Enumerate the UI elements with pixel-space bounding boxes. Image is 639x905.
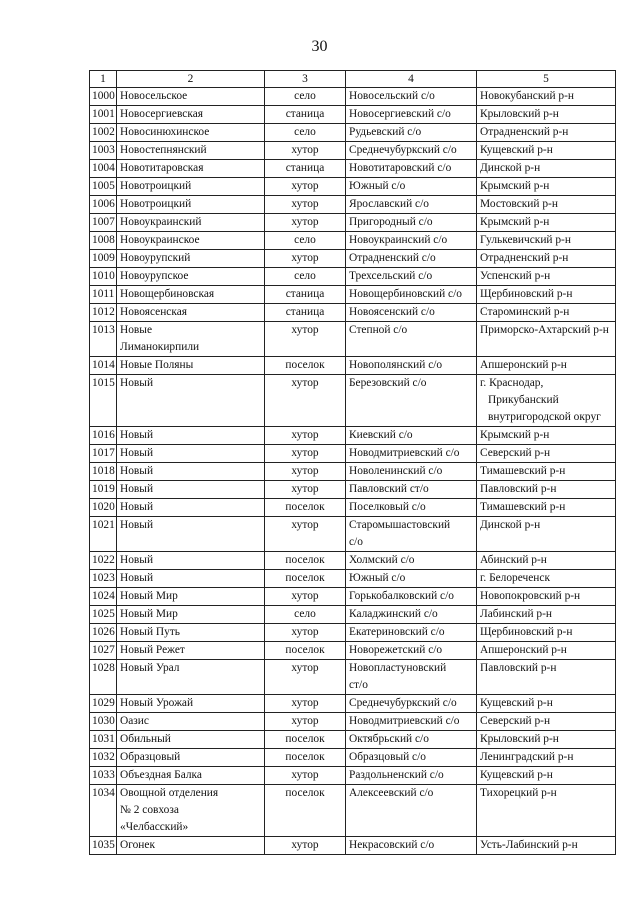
council-name: Старомышастовский с/о	[346, 517, 477, 552]
district-name: Кущевский р-н	[477, 142, 616, 160]
district-name: Абинский р-н	[477, 552, 616, 570]
settlement-type: хутор	[265, 713, 346, 731]
settlement-name: Новоукраинское	[117, 232, 265, 250]
settlement-name: Новосинюхинское	[117, 124, 265, 142]
council-name: Среднечубуркский с/о	[346, 142, 477, 160]
settlement-type: хутор	[265, 481, 346, 499]
council-name: Новощербиновский с/о	[346, 286, 477, 304]
council-name: Некрасовский с/о	[346, 837, 477, 855]
table-row	[90, 463, 616, 481]
row-number: 1034	[90, 785, 117, 837]
table-row	[90, 322, 616, 357]
table-row	[90, 124, 616, 142]
settlement-type: поселок	[265, 731, 346, 749]
council-name: Новоленинский с/о	[346, 463, 477, 481]
council-name: Алексеевский с/о	[346, 785, 477, 837]
district-name: Мостовский р-н	[477, 196, 616, 214]
row-number: 1006	[90, 196, 117, 214]
row-number: 1032	[90, 749, 117, 767]
table-row	[90, 178, 616, 196]
council-name: Отрадненский с/о	[346, 250, 477, 268]
table-row	[90, 499, 616, 517]
council-name: Новорежетский с/о	[346, 642, 477, 660]
settlement-name: Новый	[117, 552, 265, 570]
settlement-name: Новоукраинский	[117, 214, 265, 232]
column-header-1: 1	[90, 71, 117, 88]
table-row	[90, 160, 616, 178]
table-row	[90, 660, 616, 695]
table-row	[90, 749, 616, 767]
row-number: 1028	[90, 660, 117, 695]
district-name: Крыловский р-н	[477, 731, 616, 749]
settlement-type: хутор	[265, 517, 346, 552]
settlement-name: Образцовый	[117, 749, 265, 767]
council-name: Новоясенский с/о	[346, 304, 477, 322]
table-row	[90, 445, 616, 463]
settlement-name: Новый Мир	[117, 588, 265, 606]
district-name: Тимашевский р-н	[477, 463, 616, 481]
table-row	[90, 106, 616, 124]
settlement-name: Новые Лиманокирпили	[117, 322, 265, 357]
council-name: Рудьевский с/о	[346, 124, 477, 142]
settlement-type: хутор	[265, 767, 346, 785]
council-name: Киевский с/о	[346, 427, 477, 445]
settlement-type: хутор	[265, 695, 346, 713]
settlement-name: Новый	[117, 570, 265, 588]
settlement-type: село	[265, 606, 346, 624]
settlement-name: Обильный	[117, 731, 265, 749]
settlement-name: Новый	[117, 427, 265, 445]
settlement-name: Новощербиновская	[117, 286, 265, 304]
table-row	[90, 142, 616, 160]
column-header-2: 2	[117, 71, 265, 88]
settlement-name: Новоурупский	[117, 250, 265, 268]
council-name: Новотитаровский с/о	[346, 160, 477, 178]
table-row	[90, 570, 616, 588]
district-name: Северский р-н	[477, 713, 616, 731]
table-header-row	[90, 71, 616, 88]
council-name: Октябрьский с/о	[346, 731, 477, 749]
district-name: Крымский р-н	[477, 427, 616, 445]
settlement-name: Новоясенская	[117, 304, 265, 322]
table-row	[90, 427, 616, 445]
table-row	[90, 88, 616, 106]
row-number: 1024	[90, 588, 117, 606]
row-number: 1009	[90, 250, 117, 268]
settlement-name: Новый Урал	[117, 660, 265, 695]
settlement-type: хутор	[265, 214, 346, 232]
settlement-name: Новотитаровская	[117, 160, 265, 178]
settlement-type: поселок	[265, 642, 346, 660]
district-name: Павловский р-н	[477, 481, 616, 499]
settlement-name: Новый	[117, 463, 265, 481]
settlement-type: хутор	[265, 142, 346, 160]
settlement-type: поселок	[265, 499, 346, 517]
settlement-type: хутор	[265, 178, 346, 196]
district-name: Кущевский р-н	[477, 767, 616, 785]
table-row	[90, 375, 616, 427]
settlement-name: Новотроицкий	[117, 196, 265, 214]
row-number: 1007	[90, 214, 117, 232]
district-name: Успенский р-н	[477, 268, 616, 286]
district-name: Крымский р-н	[477, 214, 616, 232]
council-name: Образцовый с/о	[346, 749, 477, 767]
settlement-type: хутор	[265, 250, 346, 268]
row-number: 1011	[90, 286, 117, 304]
row-number: 1002	[90, 124, 117, 142]
district-name: Ленинградский р-н	[477, 749, 616, 767]
table-row	[90, 695, 616, 713]
council-name: Березовский с/о	[346, 375, 477, 427]
page-number: 30	[311, 38, 328, 55]
row-number: 1001	[90, 106, 117, 124]
settlement-type: хутор	[265, 322, 346, 357]
council-name: Ярославский с/о	[346, 196, 477, 214]
district-name: Апшеронский р-н	[477, 642, 616, 660]
district-name: Тимашевский р-н	[477, 499, 616, 517]
table-row	[90, 731, 616, 749]
settlement-type: хутор	[265, 837, 346, 855]
settlement-name: Новый	[117, 517, 265, 552]
council-name: Горькобалковский с/о	[346, 588, 477, 606]
settlement-name: Новые Поляны	[117, 357, 265, 375]
row-number: 1015	[90, 375, 117, 427]
table-row	[90, 606, 616, 624]
settlement-name: Овощной отделения № 2 совхоза «Челбасский»	[117, 785, 265, 837]
settlement-type: село	[265, 88, 346, 106]
row-number: 1008	[90, 232, 117, 250]
district-name: Гулькевичский р-н	[477, 232, 616, 250]
table-row	[90, 624, 616, 642]
row-number: 1019	[90, 481, 117, 499]
council-name: Южный с/о	[346, 570, 477, 588]
council-name: Трехсельский с/о	[346, 268, 477, 286]
settlement-type: хутор	[265, 588, 346, 606]
settlement-name: Новый Мир	[117, 606, 265, 624]
row-number: 1031	[90, 731, 117, 749]
row-number: 1030	[90, 713, 117, 731]
row-number: 1004	[90, 160, 117, 178]
council-name: Пригородный с/о	[346, 214, 477, 232]
settlements-table	[89, 70, 616, 855]
district-name: Кущевский р-н	[477, 695, 616, 713]
row-number: 1017	[90, 445, 117, 463]
row-number: 1035	[90, 837, 117, 855]
district-name: Апшеронский р-н	[477, 357, 616, 375]
table-row	[90, 286, 616, 304]
council-name: Среднечубуркский с/о	[346, 695, 477, 713]
settlement-name: Огонек	[117, 837, 265, 855]
district-name: Тихорецкий р-н	[477, 785, 616, 837]
column-header-5: 5	[477, 71, 616, 88]
row-number: 1016	[90, 427, 117, 445]
district-name: г. Белореченск	[477, 570, 616, 588]
settlement-name: Новотроицкий	[117, 178, 265, 196]
row-number: 1033	[90, 767, 117, 785]
row-number: 1010	[90, 268, 117, 286]
table-row	[90, 552, 616, 570]
district-name: Отрадненский р-н	[477, 124, 616, 142]
district-name: Щербиновский р-н	[477, 286, 616, 304]
table-row	[90, 304, 616, 322]
row-number: 1000	[90, 88, 117, 106]
settlement-type: хутор	[265, 196, 346, 214]
table-row	[90, 481, 616, 499]
district-name: Новопокровский р-н	[477, 588, 616, 606]
row-number: 1027	[90, 642, 117, 660]
council-name: Новопластуновский ст/о	[346, 660, 477, 695]
council-name: Новополянский с/о	[346, 357, 477, 375]
district-name: Отрадненский р-н	[477, 250, 616, 268]
row-number: 1022	[90, 552, 117, 570]
settlement-type: хутор	[265, 463, 346, 481]
settlement-type: село	[265, 232, 346, 250]
row-number: 1005	[90, 178, 117, 196]
settlement-type: станица	[265, 304, 346, 322]
council-name: Раздольненский с/о	[346, 767, 477, 785]
row-number: 1020	[90, 499, 117, 517]
row-number: 1012	[90, 304, 117, 322]
settlement-type: село	[265, 124, 346, 142]
settlement-name: Новосельское	[117, 88, 265, 106]
row-number: 1003	[90, 142, 117, 160]
settlement-name: Новосергиевская	[117, 106, 265, 124]
settlement-type: поселок	[265, 357, 346, 375]
table-row	[90, 357, 616, 375]
table-row	[90, 214, 616, 232]
table-row	[90, 588, 616, 606]
settlement-type: хутор	[265, 624, 346, 642]
district-name: Крымский р-н	[477, 178, 616, 196]
settlement-type: хутор	[265, 427, 346, 445]
settlement-type: село	[265, 268, 346, 286]
settlement-type: поселок	[265, 552, 346, 570]
settlement-name: Новый	[117, 375, 265, 427]
row-number: 1026	[90, 624, 117, 642]
district-name: Крыловский р-н	[477, 106, 616, 124]
district-name: Новокубанский р-н	[477, 88, 616, 106]
settlement-name: Новоурупское	[117, 268, 265, 286]
settlement-type: поселок	[265, 749, 346, 767]
council-name: Поселковый с/о	[346, 499, 477, 517]
table-row	[90, 785, 616, 837]
settlement-name: Объездная Балка	[117, 767, 265, 785]
council-name: Новодмитриевский с/о	[346, 713, 477, 731]
council-name: Новоукраинский с/о	[346, 232, 477, 250]
settlement-name: Новостепнянский	[117, 142, 265, 160]
settlement-type: поселок	[265, 785, 346, 837]
table-row	[90, 713, 616, 731]
council-name: Новосельский с/о	[346, 88, 477, 106]
table-row	[90, 642, 616, 660]
settlement-type: станица	[265, 160, 346, 178]
settlement-type: станица	[265, 286, 346, 304]
table-row	[90, 767, 616, 785]
council-name: Новодмитриевский с/о	[346, 445, 477, 463]
district-name: Динской р-н	[477, 160, 616, 178]
table-row	[90, 250, 616, 268]
settlement-type: станица	[265, 106, 346, 124]
district-name: Павловский р-н	[477, 660, 616, 695]
column-header-4: 4	[346, 71, 477, 88]
council-name: Каладжинский с/о	[346, 606, 477, 624]
district-name: Лабинский р-н	[477, 606, 616, 624]
district-name: Динской р-н	[477, 517, 616, 552]
council-name: Екатериновский с/о	[346, 624, 477, 642]
row-number: 1025	[90, 606, 117, 624]
settlement-name: Новый	[117, 445, 265, 463]
row-number: 1021	[90, 517, 117, 552]
row-number: 1029	[90, 695, 117, 713]
settlement-type: хутор	[265, 660, 346, 695]
table-row	[90, 837, 616, 855]
district-name: Приморско-Ахтарский р-н	[477, 322, 616, 357]
settlement-type: поселок	[265, 570, 346, 588]
settlement-type: хутор	[265, 445, 346, 463]
table-row	[90, 517, 616, 552]
district-name: Староминский р-н	[477, 304, 616, 322]
settlement-name: Новый	[117, 499, 265, 517]
council-name: Холмский с/о	[346, 552, 477, 570]
table-row	[90, 268, 616, 286]
settlement-name: Оазис	[117, 713, 265, 731]
district-name: Усть-Лабинский р-н	[477, 837, 616, 855]
table-row	[90, 232, 616, 250]
district-name: Щербиновский р-н	[477, 624, 616, 642]
settlement-name: Новый	[117, 481, 265, 499]
council-name: Павловский ст/о	[346, 481, 477, 499]
council-name: Южный с/о	[346, 178, 477, 196]
row-number: 1023	[90, 570, 117, 588]
council-name: Новосергиевский с/о	[346, 106, 477, 124]
row-number: 1013	[90, 322, 117, 357]
district-name: Северский р-н	[477, 445, 616, 463]
settlement-type: хутор	[265, 375, 346, 427]
row-number: 1018	[90, 463, 117, 481]
table-row	[90, 196, 616, 214]
column-header-3: 3	[265, 71, 346, 88]
council-name: Степной с/о	[346, 322, 477, 357]
row-number: 1014	[90, 357, 117, 375]
settlement-name: Новый Урожай	[117, 695, 265, 713]
settlement-name: Новый Путь	[117, 624, 265, 642]
district-name: г. Краснодар, Прикубанский внутригородской округ	[477, 375, 616, 427]
settlement-name: Новый Режет	[117, 642, 265, 660]
